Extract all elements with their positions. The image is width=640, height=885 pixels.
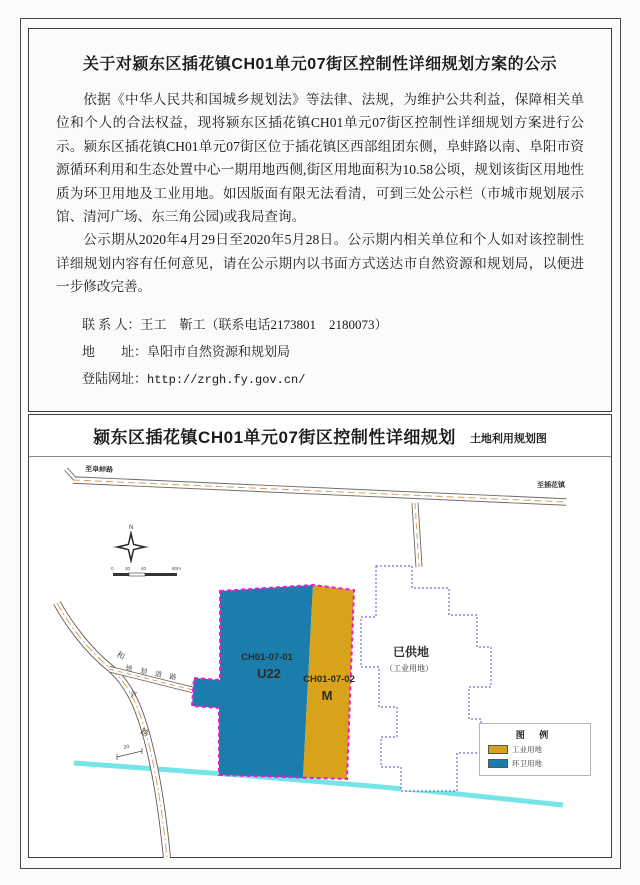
- map-titlebar: [29, 415, 611, 457]
- compass-rose: [113, 525, 149, 563]
- road-width-value: 20: [123, 743, 130, 751]
- planned-road-label: 规划道路: [124, 665, 185, 684]
- contact-person-value: 王工 靳工（联系电话2173801 2180073）: [140, 317, 388, 333]
- legend-label-industrial: 工业用地: [512, 745, 542, 754]
- sanitation-parcel-code: CH01-07-01: [241, 652, 293, 663]
- scale-tick-80: 80m: [172, 566, 181, 571]
- north-label: N: [129, 525, 134, 531]
- industrial-swatch: [488, 745, 508, 754]
- supplied-parcel-sub: （工业用地）: [385, 664, 433, 673]
- top-road-tail-surface: [66, 469, 75, 479]
- supplied-parcel-name: 已供地: [392, 645, 430, 659]
- sanitation-parcel-use: U22: [257, 666, 281, 681]
- road-width-mark: [117, 744, 142, 760]
- contact-block: [82, 312, 584, 392]
- heping-road-char-1: 和: [115, 649, 127, 662]
- scale-bar: [111, 566, 181, 576]
- contact-website-row: [82, 366, 584, 393]
- contact-website-link[interactable]: http://zrgh.fy.gov.cn/: [147, 372, 306, 387]
- sanitation-swatch: [488, 759, 508, 768]
- map-title: 颍东区插花镇CH01单元07街区控制性详细规划: [93, 428, 456, 447]
- road-label-to-fubang: 至阜蚌路: [84, 466, 114, 474]
- notice-paragraph-1: 依据《中华人民共和国城乡规划法》等法律、法规，为维护公共利益，保障相关单位和个人的合法权益，现将颍东区插花镇CH01单元07街区控制性详细规划方案进行公示。颍东区插花镇CH01单元07街区位于插花镇区西部组团东侧，阜蚌路以南、阜阳市资源循环利用和生态处置中心一期用地西侧,街区用地面积为10.58公顷，规划该街区用地性质为环卫用地及工业用地。如因版面有限无法看清，可到三处公示栏（市城市规划展示馆、清河广场、东三角公园)或我局查询。: [56, 92, 584, 224]
- supplied-parcel-outline: [361, 566, 491, 791]
- map-panel: [28, 414, 612, 858]
- contact-address-value: 阜阳市自然资源和规划局: [147, 344, 291, 360]
- contact-address-row: [82, 339, 584, 366]
- contact-person-label: 联 系 人：: [82, 317, 141, 333]
- legend-title: 图 例: [515, 730, 555, 740]
- legend-item-sanitation: [488, 758, 582, 769]
- scale-tick-0: 0: [111, 566, 114, 571]
- map-canvas: [29, 457, 611, 858]
- scale-tick-40: 40: [141, 566, 147, 571]
- map-legend: [479, 723, 591, 776]
- notice-title: 关于对颍东区插花镇CH01单元07街区控制性详细规划方案的公示: [82, 56, 558, 73]
- map-drawing: [29, 457, 611, 858]
- contact-person-row: [82, 312, 584, 339]
- industrial-parcel-code: CH01-07-02: [303, 674, 355, 685]
- contact-website-label: 登陆网址：: [82, 370, 148, 386]
- scale-tick-20: 20: [125, 566, 131, 571]
- heping-road-char-3: 路: [139, 726, 151, 739]
- notice-document: [28, 28, 612, 412]
- notice-paragraph-2: 公示期从2020年4月29日至2020年5月28日。公示期内相关单位和个人如对该控制性详细规划内容有任何意见，请在公示期内以书面方式送达市自然资源和规划局，以便进一步修改完善。: [56, 232, 584, 294]
- contact-address-label: 地 址：: [82, 344, 148, 360]
- industrial-parcel-use: M: [321, 688, 333, 703]
- heping-road-centerline: [57, 603, 167, 858]
- road-label-to-chahua: 至插花镇: [537, 482, 565, 489]
- heping-road-casing: [57, 603, 167, 858]
- map-subtitle: 土地利用规划图: [469, 432, 547, 445]
- notice-body: [56, 88, 584, 298]
- legend-item-industrial: [488, 744, 582, 755]
- heping-road-char-2: 平: [127, 688, 139, 701]
- sanitation-parcel: [192, 585, 313, 778]
- legend-label-sanitation: 环卫用地: [512, 759, 542, 768]
- heping-road-surface: [57, 603, 167, 858]
